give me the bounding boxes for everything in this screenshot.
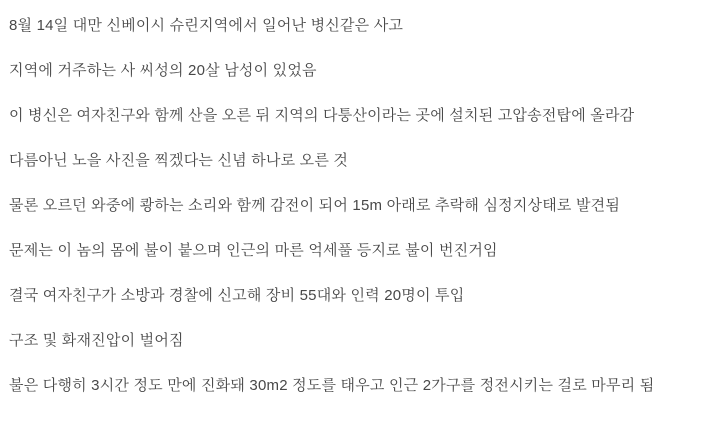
post-paragraph: 8월 14일 대만 신베이시 슈린지역에서 일어난 병신같은 사고	[9, 17, 404, 34]
post-paragraph: 불은 다행히 3시간 정도 만에 진화돼 30m2 정도를 태우고 인근 2가구를 정전시키는 걸로 마무리 됨	[9, 377, 655, 394]
post-paragraph: 이 병신은 여자친구와 함께 산을 오른 뒤 지역의 다퉁산이라는 곳에 설치된 고압송전탑에 올라감	[9, 107, 635, 124]
post-paragraph: 물론 오르던 와중에 쾅하는 소리와 함께 감전이 되어 15m 아래로 추락해 심정지상태로 발견됨	[9, 197, 621, 214]
post-paragraph: 문제는 이 놈의 몸에 불이 붙으며 인근의 마른 억세풀 등지로 불이 번진거임	[9, 242, 498, 259]
post-paragraph: 지역에 거주하는 사 씨성의 20살 남성이 있었음	[9, 62, 317, 79]
post-paragraph: 다름아닌 노을 사진을 찍겠다는 신념 하나로 오른 것	[9, 152, 349, 169]
post-paragraph: 구조 및 화재진압이 벌어짐	[9, 332, 184, 349]
post-paragraph: 결국 여자친구가 소방과 경찰에 신고해 장비 55대와 인력 20명이 투입	[9, 287, 465, 304]
